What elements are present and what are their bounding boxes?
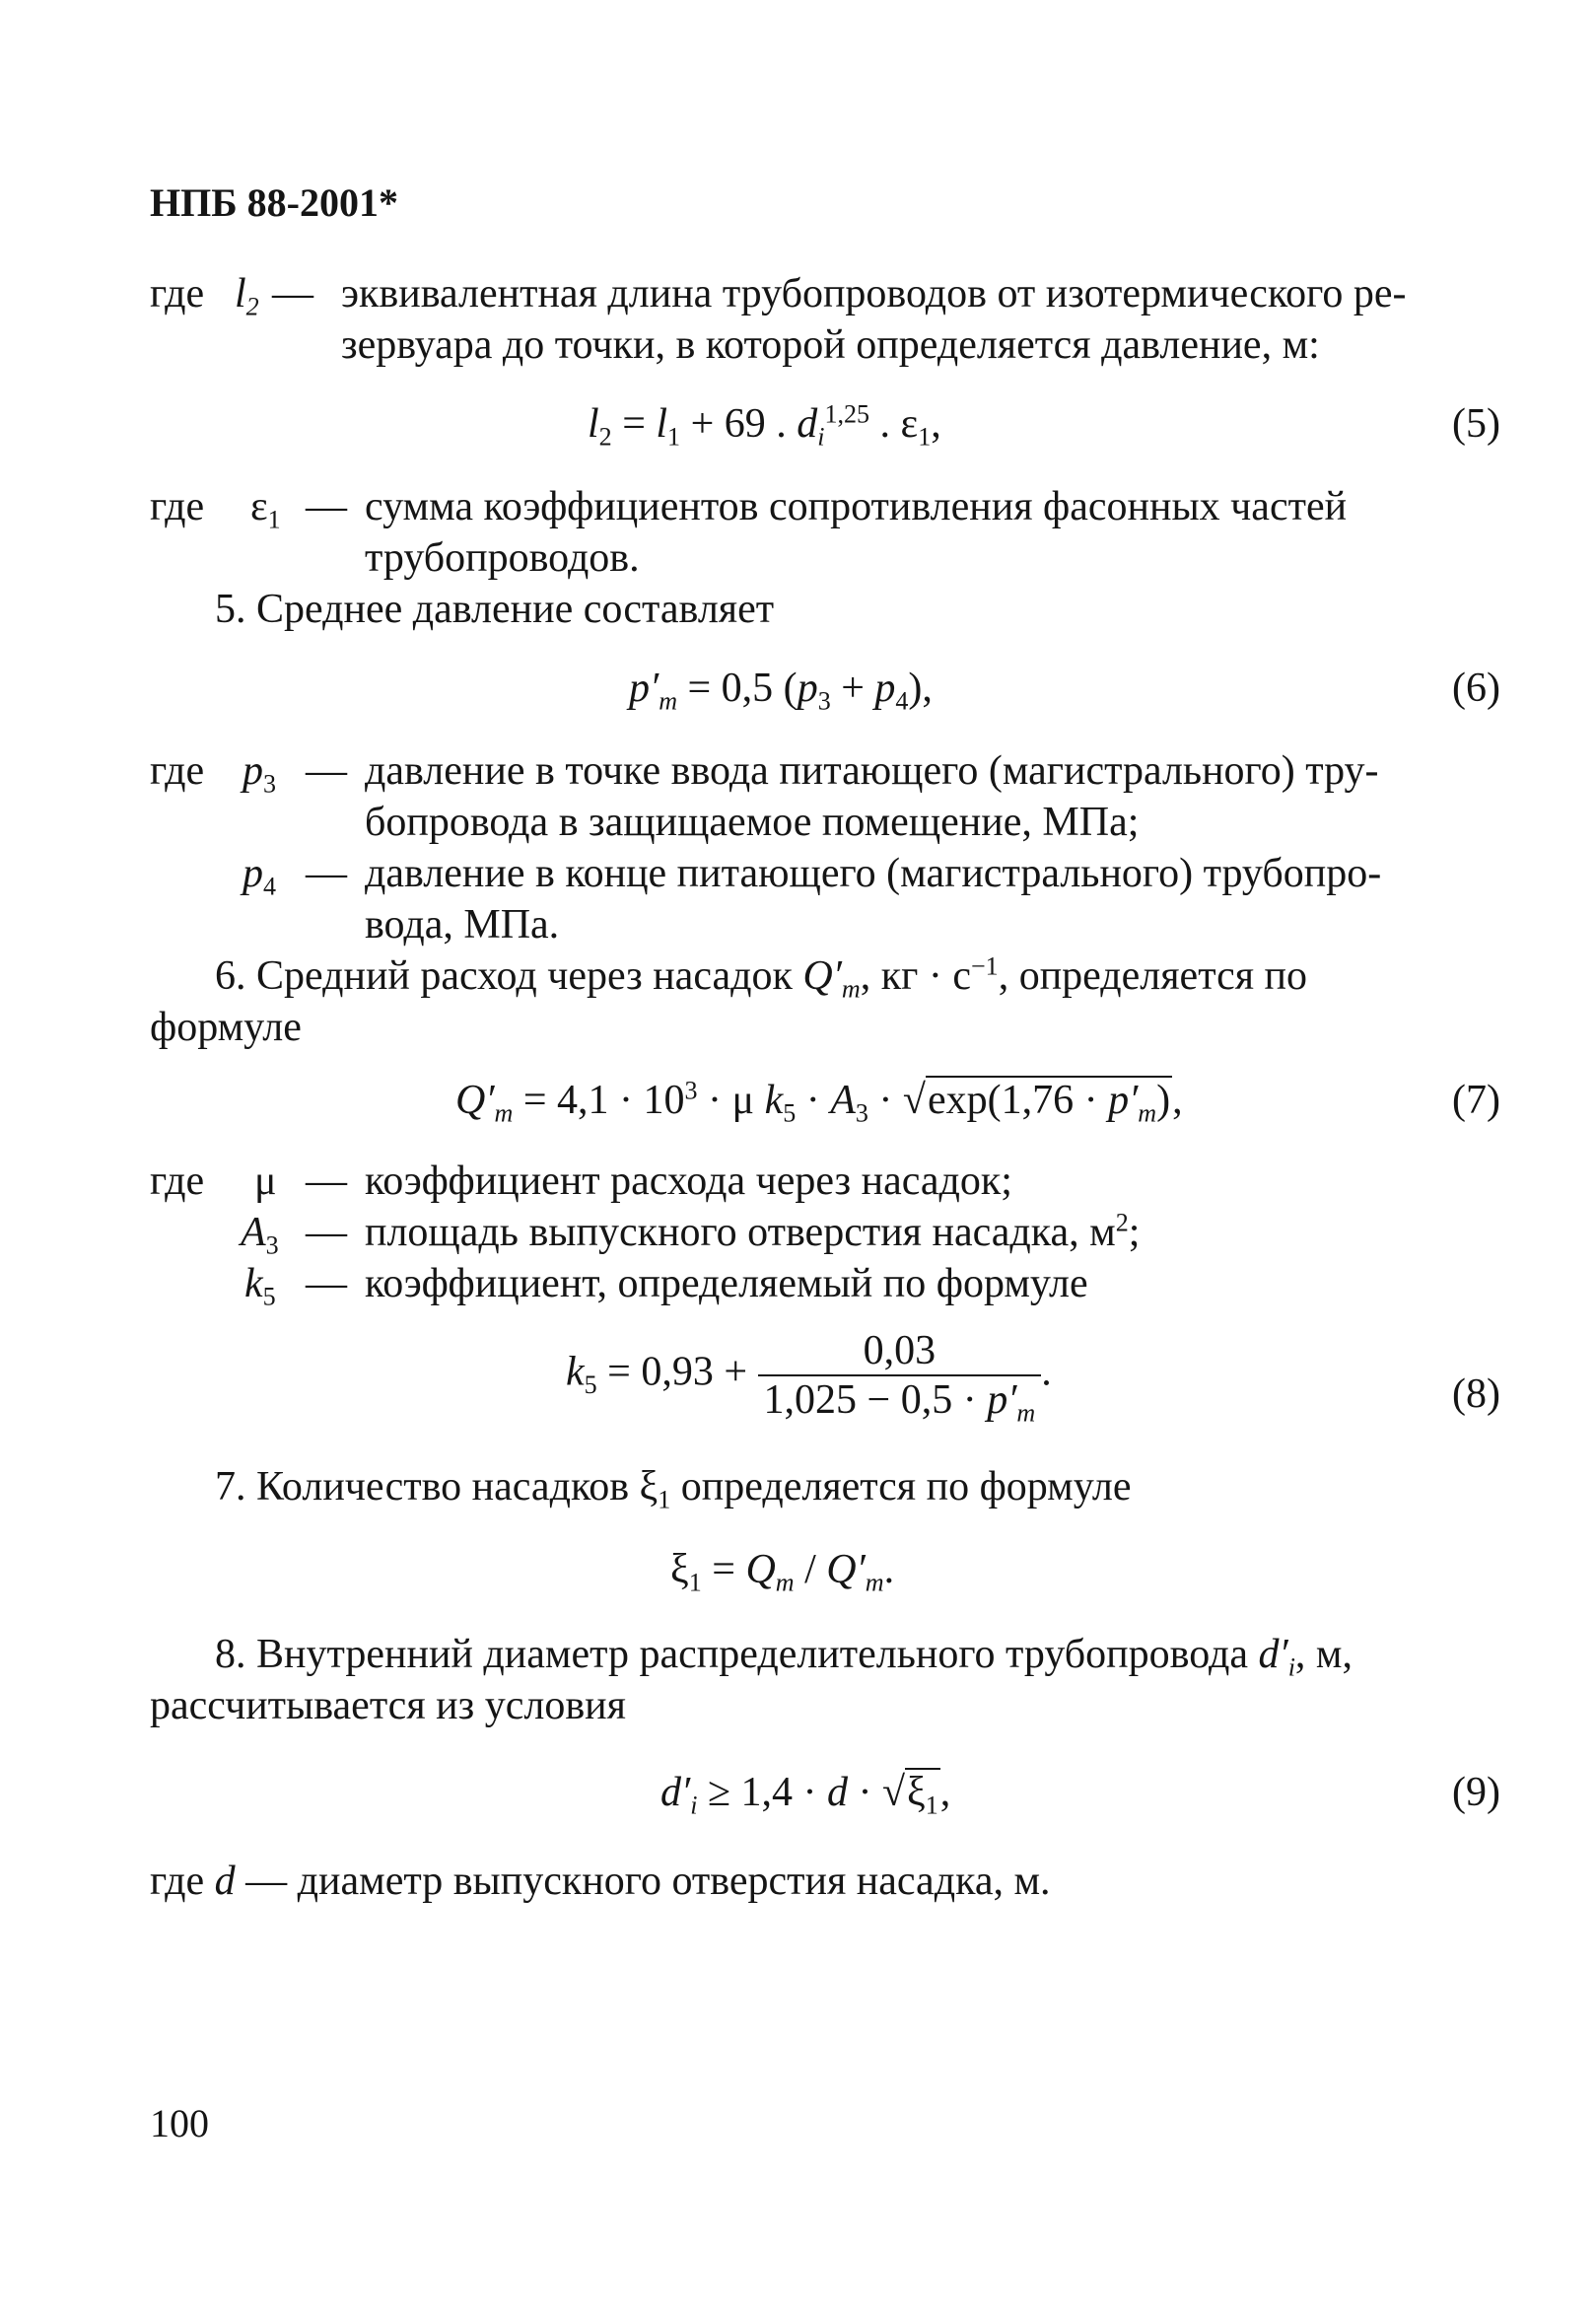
equation-number: (9) xyxy=(1452,1770,1500,1815)
definition-d: где d — диаметр выпускного отверстия насадка, м. xyxy=(150,1859,1051,1904)
definition-dash: — xyxy=(272,271,313,316)
where-label: где xyxy=(150,1158,205,1204)
definition-symbol: $p_4$ xyxy=(243,851,277,901)
page-number: 100 xyxy=(150,2101,209,2145)
definition-dash: — xyxy=(306,748,347,794)
where-label: где xyxy=(150,484,205,529)
definition-text-line: зервуара до точки, в которой определяется давление, м: xyxy=(341,322,1320,368)
definition-text-line: давление в конце питающего (магистрального) трубопро- xyxy=(365,851,1382,896)
equation-number: (5) xyxy=(1452,401,1500,447)
definition-text-line: коэффициент расхода через насадок; xyxy=(365,1158,1012,1204)
definition-text-line: бопровода в защищаемое помещение, МПа; xyxy=(365,800,1140,845)
item-7-text: 7. Количество насадков $\xi_1$ определяется по формуле xyxy=(215,1464,1132,1514)
definition-text-line: трубопроводов. xyxy=(365,535,640,581)
definition-dash: — xyxy=(306,1261,347,1306)
equation-8: $k_5 = 0,93$ + $\frac{0,03}{1,025 - 0,5 \cdot p'_m}$ . xyxy=(566,1328,1052,1428)
definition-symbol: $p_3$ xyxy=(243,748,277,799)
definition-text-line: площадь выпускного отверстия насадка, $м^2$; xyxy=(365,1208,1141,1255)
equation-number: (6) xyxy=(1452,666,1500,711)
item-6-text-line2: формуле xyxy=(150,1005,302,1050)
definition-symbol: $\varepsilon_1$ xyxy=(250,484,281,534)
where-label: где xyxy=(150,748,205,794)
definition-text-line: сумма коэффициентов сопротивления фасонных частей xyxy=(365,484,1348,529)
item-6-text: 6. Средний расход через насадок $Q'_m$, кг · $с^{-1}$, определяется по xyxy=(215,951,1308,1004)
fraction: $\frac{0,03}{1,025 - 0,5 \cdot p'_m}$ xyxy=(758,1327,1042,1424)
where-label: где xyxy=(150,271,205,316)
item-8-text-line2: рассчитывается из условия xyxy=(150,1683,626,1728)
definition-symbol: $k_5$ xyxy=(244,1261,276,1311)
definition-text-line: эквивалентная длина трубопроводов от изотермического ре- xyxy=(341,271,1407,316)
definition-symbol: μ xyxy=(254,1158,277,1204)
definition-dash: — xyxy=(306,851,347,896)
equation-number: (7) xyxy=(1452,1078,1500,1123)
equation-xi: $\xi_1 = Q_m / Q'_m$. xyxy=(670,1547,895,1597)
definition-text-line: коэффициент, определяемый по формуле xyxy=(365,1261,1088,1306)
item-5-text: 5. Среднее давление составляет xyxy=(215,587,775,632)
equation-7: $Q'_m = 4,1 \cdot 10^3 \cdot \mu$ $k_5 \cdot A_3 \cdot √\exp(1,76 \cdot p'_m)$, xyxy=(455,1076,1183,1128)
equation-9: $d'_i \ge 1,4 \cdot d \cdot √\xi_1$, xyxy=(660,1770,951,1820)
definition-dash: — xyxy=(306,484,347,529)
definition-text-line: вода, МПа. xyxy=(365,902,560,948)
document-header: НПБ 88-2001* xyxy=(150,180,398,225)
item-8-text: 8. Внутренний диаметр распределительного трубопровода $d'_i$, м, xyxy=(215,1632,1353,1682)
definition-symbol: $A_3$ xyxy=(241,1210,279,1260)
equation-number: (8) xyxy=(1452,1371,1500,1417)
equation-6: $p'_m = 0,5$ $(p_3 + p_4)$, xyxy=(629,666,933,716)
definition-text-line: давление в точке ввода питающего (магистрального) тру- xyxy=(365,748,1379,794)
equation-5: $l_2 = l_1 + 69$ . $d_i^{1,25}$ . $\varepsilon_1$, xyxy=(588,399,941,452)
definition-symbol: $l_2$ xyxy=(235,271,259,321)
definition-dash: — xyxy=(306,1210,347,1255)
definition-dash: — xyxy=(306,1158,347,1204)
